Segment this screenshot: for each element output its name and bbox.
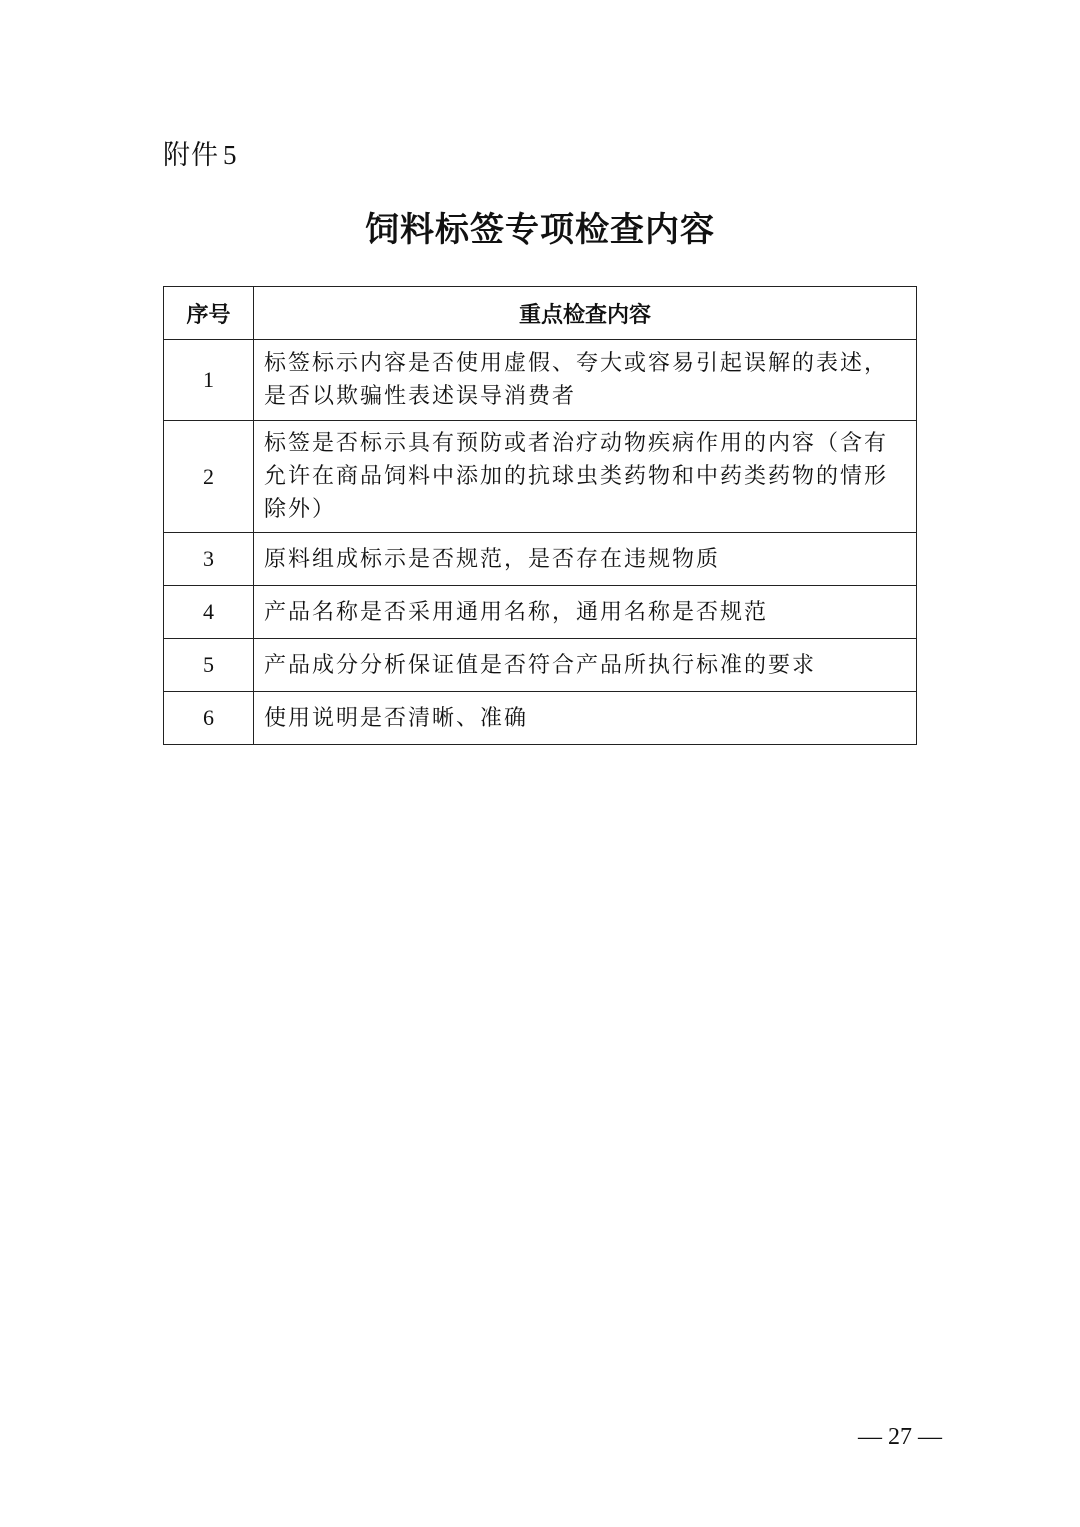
column-header-content: 重点检查内容 <box>254 287 917 340</box>
table-row <box>164 692 917 745</box>
document-title: 饲料标签专项检查内容 <box>365 210 715 250</box>
row-content: 原料组成标示是否规范，是否存在违规物质 <box>254 533 917 586</box>
row-content: 标签标示内容是否使用虚假、夸大或容易引起误解的表述，是否以欺骗性表述误导消费者 <box>254 340 917 421</box>
inspection-table <box>163 286 917 745</box>
table-row <box>164 639 917 692</box>
table-row <box>164 533 917 586</box>
row-number: 5 <box>164 639 254 692</box>
attachment-label <box>163 133 238 172</box>
table-row <box>164 421 917 533</box>
row-number: 4 <box>164 586 254 639</box>
row-content: 标签是否标示具有预防或者治疗动物疾病作用的内容（含有允许在商品饲料中添加的抗球虫类药物和中药类药物的情形除外） <box>254 421 917 533</box>
row-number: 1 <box>164 340 254 421</box>
row-content: 产品名称是否采用通用名称，通用名称是否规范 <box>254 586 917 639</box>
table-row <box>164 586 917 639</box>
attachment-number: 5 <box>223 140 238 170</box>
column-header-number: 序号 <box>164 287 254 340</box>
table-row <box>164 340 917 421</box>
table-header-row <box>164 287 917 340</box>
row-number: 3 <box>164 533 254 586</box>
row-content: 产品成分分析保证值是否符合产品所执行标准的要求 <box>254 639 917 692</box>
page-number: — 27 — <box>858 1424 942 1450</box>
attachment-label-text: 附件 <box>163 140 219 171</box>
row-number: 6 <box>164 692 254 745</box>
row-content: 使用说明是否清晰、准确 <box>254 692 917 745</box>
row-number: 2 <box>164 421 254 533</box>
